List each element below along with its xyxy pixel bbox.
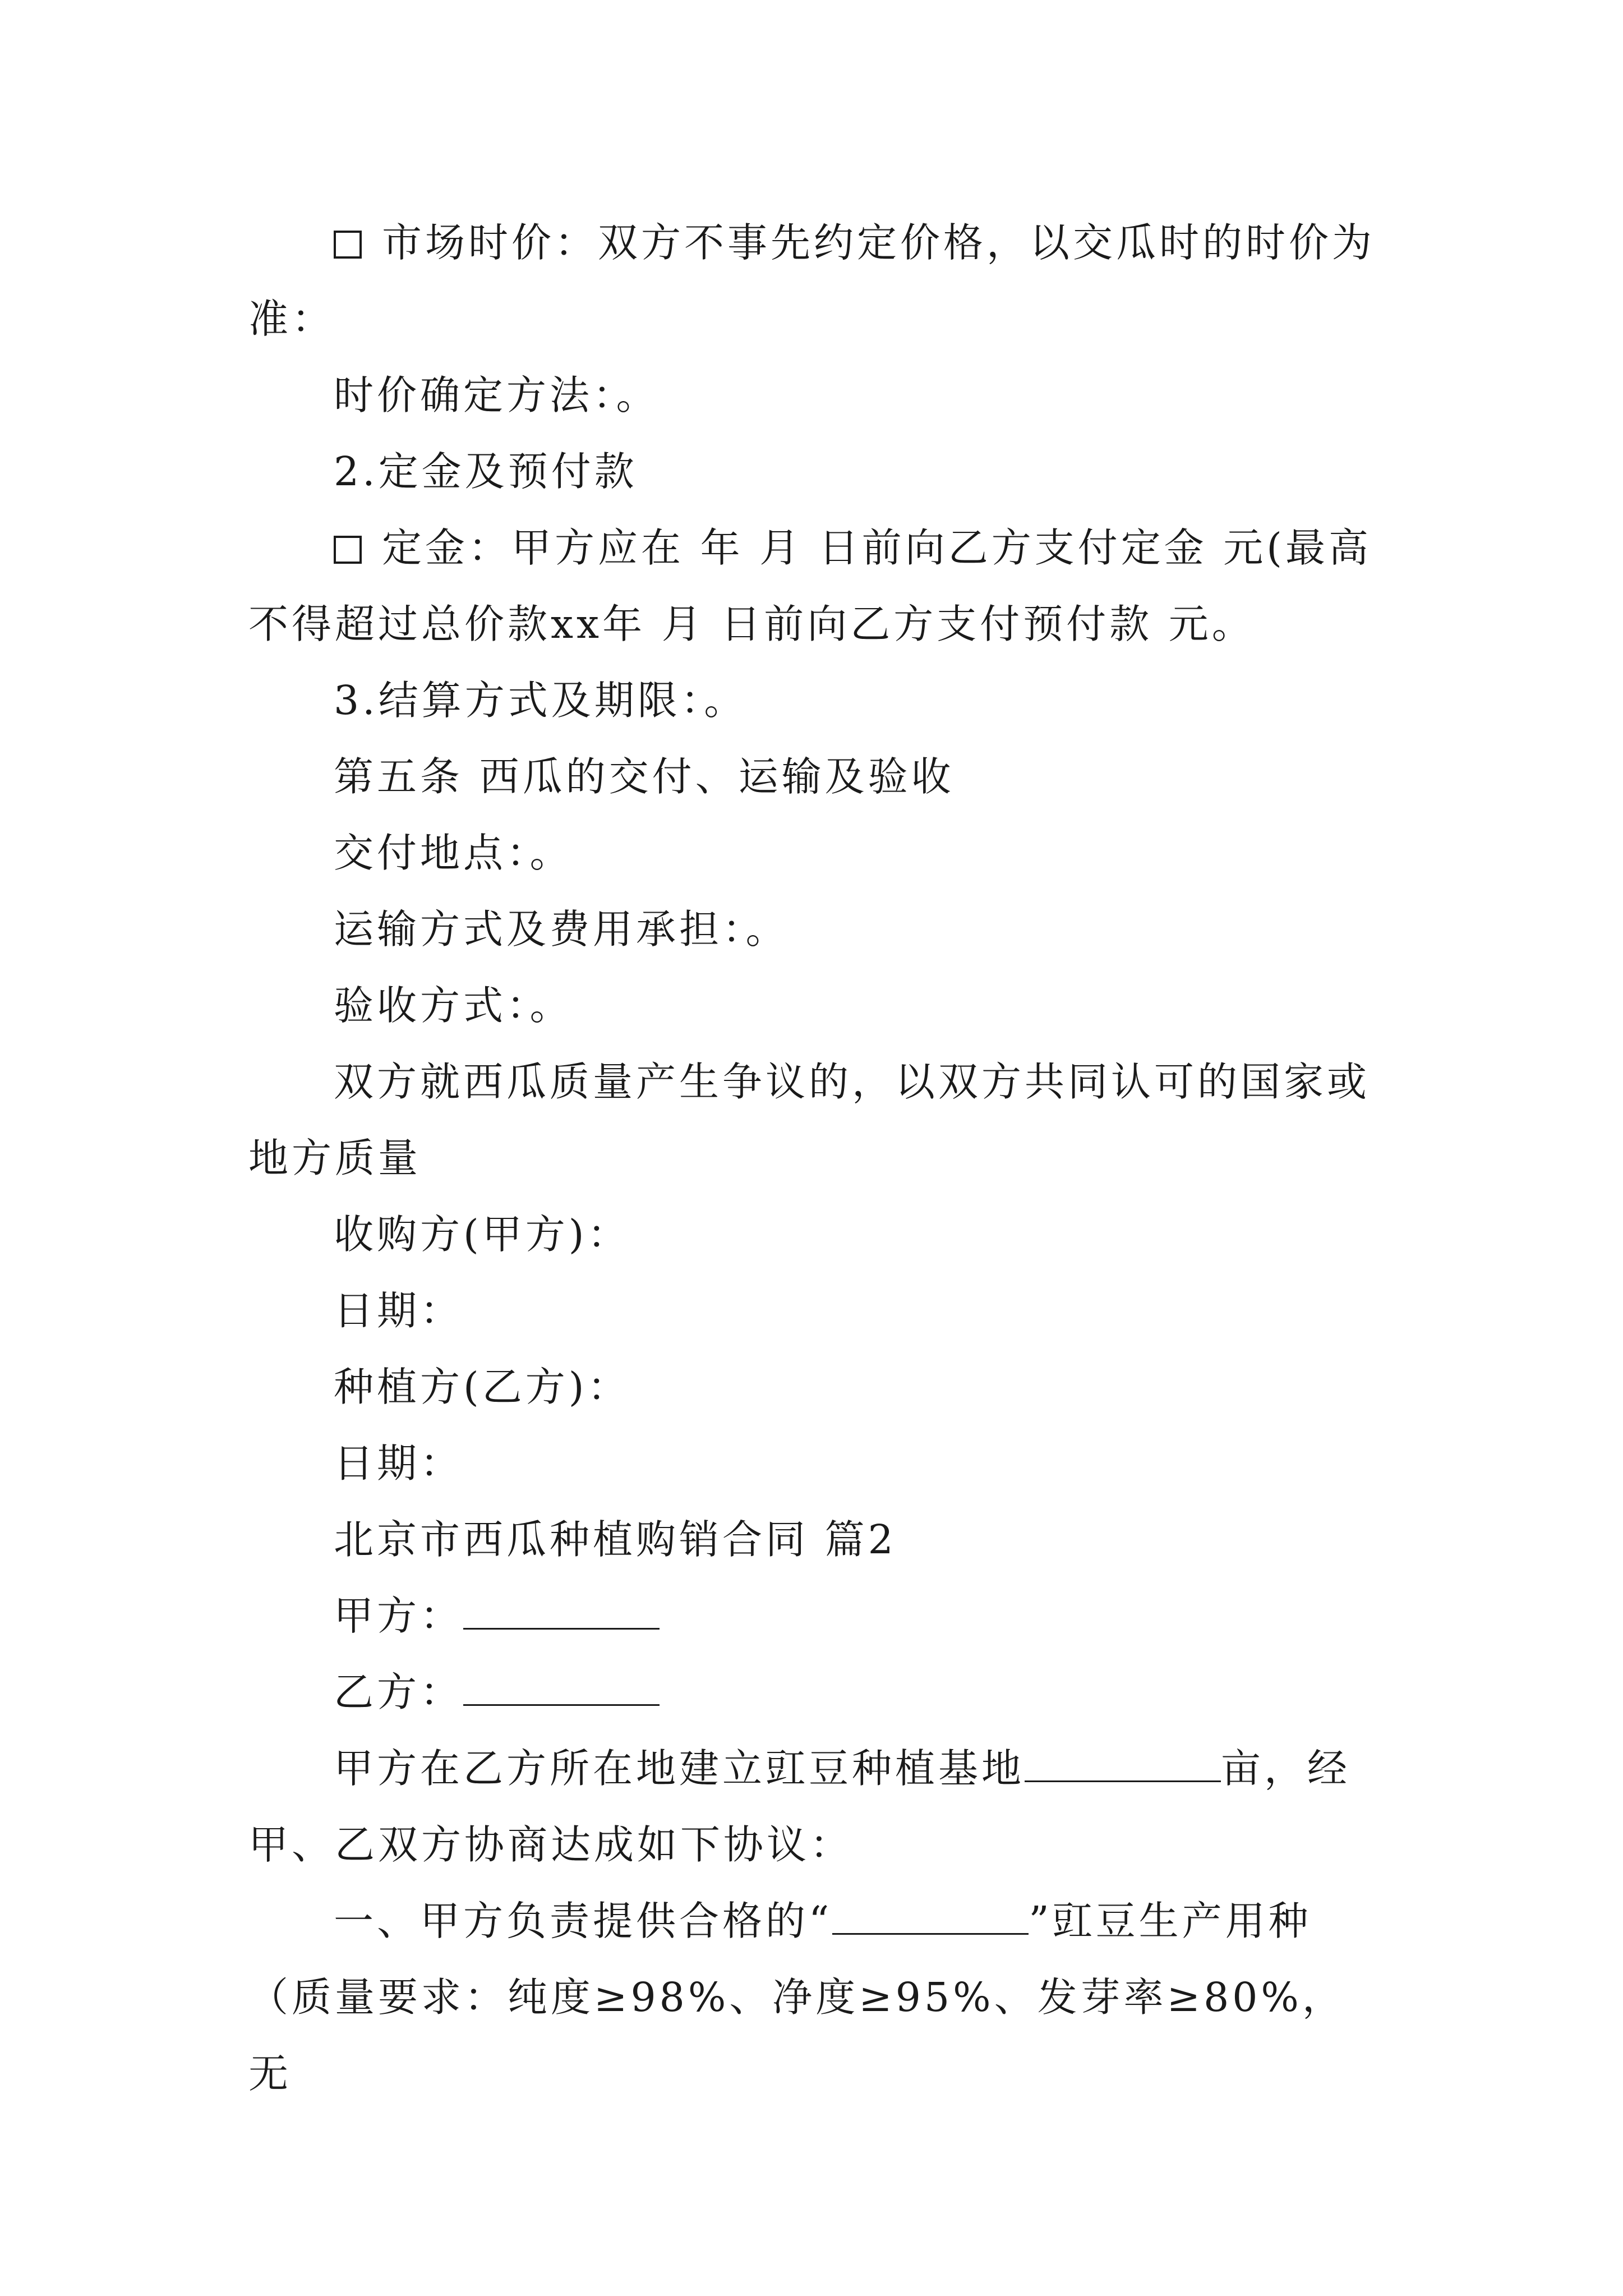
variety-blank[interactable]	[832, 1902, 1029, 1935]
market-price-text: 市场时价：双方不事先约定价格，以交瓜时的时价为准：	[248, 219, 1376, 342]
area-blank[interactable]	[1025, 1749, 1221, 1782]
base-area-text-start: 甲方在乙方所在地建立豇豆种植基地	[334, 1745, 1025, 1792]
grower-party-label: 种植方(乙方)：	[334, 1364, 631, 1410]
paragraph-transport: 运输方式及费用承担：。	[334, 906, 789, 953]
checkbox-icon[interactable]	[334, 231, 362, 259]
article-five-heading: 第五条 西瓜的交付、运输及验收	[334, 753, 955, 800]
paragraph-deposit-heading: 2.定金及预付款	[334, 448, 638, 495]
party-b-blank[interactable]	[463, 1673, 660, 1706]
paragraph-acceptance: 验收方式：。	[334, 982, 573, 1029]
document-body	[248, 205, 1381, 2112]
party-a-label: 甲方：	[334, 1593, 464, 1639]
paragraph-deposit	[248, 510, 1381, 662]
paragraph-seed-supply	[248, 1883, 1381, 2112]
grower-date-label: 日期：	[334, 1440, 464, 1487]
paragraph-quality-dispute: 双方就西瓜质量产生争议的，以双方共同认可的国家或地方质量	[248, 1059, 1371, 1181]
contract-two-title: 北京市西瓜种植购销合同 篇2	[334, 1516, 897, 1563]
buyer-party-label: 收购方(甲方)：	[334, 1211, 631, 1258]
party-b-line	[248, 1654, 1381, 1731]
party-a-line	[248, 1578, 1381, 1654]
paragraph-settlement: 3.结算方式及期限：。	[334, 677, 748, 724]
checkbox-icon[interactable]	[334, 536, 362, 564]
party-a-blank[interactable]	[463, 1596, 660, 1630]
party-b-label: 乙方：	[334, 1669, 464, 1715]
paragraph-market-price	[248, 205, 1381, 357]
seed-supply-text-end: ”豇豆生产用种（质量要求：纯度≥98%、净度≥95%、发芽率≥80%，无	[248, 1898, 1345, 2097]
paragraph-base-area	[248, 1731, 1381, 1883]
buyer-date-label: 日期：	[334, 1287, 464, 1334]
seed-supply-text-start: 一、甲方负责提供合格的“	[334, 1898, 833, 1944]
base-area-text-end: 亩，经甲、乙双方协商达成如下协议：	[248, 1745, 1351, 1868]
paragraph-delivery-location: 交付地点：。	[334, 830, 573, 876]
deposit-text: 定金：甲方应在 年 月 日前向乙方支付定金 元(最高不得超过总价款xx年 月 日前向乙方支付预付款 元。	[248, 524, 1372, 647]
paragraph-price-method: 时价确定方法：。	[334, 372, 660, 418]
